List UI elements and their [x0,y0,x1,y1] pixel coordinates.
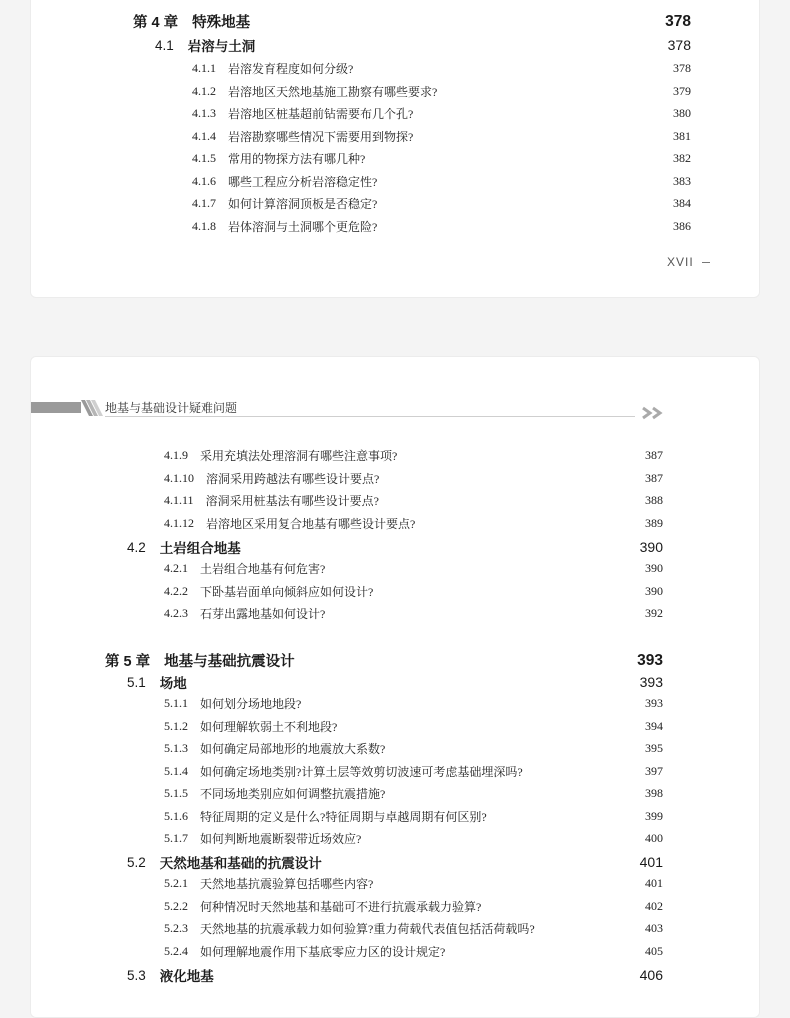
section-page: 406 [639,967,663,983]
section-page: 378 [667,37,691,53]
toc-subsection-row[interactable] [164,785,663,802]
subsection-page: 390 [645,583,663,598]
chapter-page: 393 [637,651,663,669]
subsection-page: 382 [673,151,691,165]
subsection-num: 5.1.1 [164,696,188,710]
subsection-num: 4.1.5 [192,151,216,165]
folio-number: XVII [667,255,694,269]
toc-subsection-row[interactable] [192,150,691,167]
toc-subsection-row[interactable] [192,60,691,77]
toc-subsection-row[interactable] [164,560,663,577]
chapter-number: 第 4 章 [133,15,179,31]
toc-subsection-row[interactable] [164,808,663,825]
subsection-page: 393 [645,696,663,710]
subsection-title: 石芽出露地基如何设计? [200,607,326,621]
page-folio [667,255,710,269]
subsection-page: 398 [645,786,663,800]
toc-subsection-row[interactable] [192,195,691,212]
section-title: 液化地基 [159,969,214,984]
toc-section-5-1[interactable] [127,672,663,692]
toc-subsection-row[interactable] [192,218,691,235]
toc-subsection-row[interactable] [164,943,663,960]
running-head-rule [105,416,635,417]
subsection-title: 岩溶地区采用复合地基有哪些设计要点? [206,516,416,531]
subsection-title: 下卧基岩面单向倾斜应如何设计? [200,584,374,599]
subsection-page: 384 [673,196,691,210]
subsection-page: 388 [645,493,663,507]
subsection-num: 5.2.4 [164,943,188,958]
subsection-num: 4.1.3 [192,106,216,120]
subsection-page: 405 [645,943,663,958]
slash-ornament-icon [81,400,103,416]
subsection-title: 如何判断地震断裂带近场效应? [200,832,362,846]
toc-section-5-2[interactable] [127,852,663,872]
subsection-num: 4.1.10 [164,470,194,485]
toc-subsection-row[interactable] [164,447,663,464]
subsection-title: 哪些工程应分析岩溶稳定性? [228,174,378,189]
section-number: 5.1 [127,674,146,690]
subsection-title: 岩体溶洞与土洞哪个更危险? [228,219,378,234]
chapter-number: 第 5 章 [105,654,151,670]
subsection-num: 4.1.6 [192,173,216,188]
subsection-num: 4.1.7 [192,196,216,210]
subsection-page: 395 [645,741,663,755]
section-page: 390 [639,539,663,555]
toc-subsection-row[interactable] [164,492,663,509]
toc-subsection-row[interactable] [164,470,663,487]
subsection-num: 5.2.3 [164,921,188,935]
toc-page-xvii [30,0,760,298]
subsection-num: 4.1.11 [164,493,194,507]
subsection-num: 5.1.7 [164,831,188,845]
subsection-title: 如何划分场地地段? [200,697,302,711]
subsection-num: 4.2.3 [164,606,188,620]
toc-subsection-row[interactable] [164,605,663,622]
section-title: 天然地基和基础的抗震设计 [159,856,322,871]
subsection-page: 399 [645,808,663,823]
toc-subsection-row[interactable] [164,583,663,600]
subsection-page: 394 [645,718,663,733]
subsection-num: 4.1.8 [192,218,216,233]
section-number: 4.1 [155,37,174,53]
toc-page-continued [30,356,760,1018]
subsection-title: 溶洞采用桩基法有哪些设计要点? [205,494,379,508]
subsection-title: 何种情况时天然地基和基础可不进行抗震承载力验算? [200,899,482,914]
subsection-num: 5.1.5 [164,786,188,800]
subsection-title: 岩溶发育程度如何分级? [228,62,354,76]
toc-section-5-3[interactable] [127,965,663,985]
toc-subsection-row[interactable] [164,515,663,532]
toc-subsection-row[interactable] [192,128,691,145]
chapter-title: 特殊地基 [192,15,251,31]
toc-subsection-row[interactable] [164,898,663,915]
subsection-num: 4.2.1 [164,561,188,575]
toc-subsection-row[interactable] [164,875,663,892]
subsection-title: 溶洞采用跨越法有哪些设计要点? [206,471,380,486]
section-number: 4.2 [127,539,146,555]
subsection-num: 4.2.2 [164,583,188,598]
subsection-title: 采用充填法处理溶洞有哪些注意事项? [200,449,398,463]
section-title: 土岩组合地基 [159,541,241,556]
toc-chapter-4[interactable] [133,11,691,32]
subsection-title: 如何确定场地类别?计算土层等效剪切波速可考虑基础埋深吗? [200,764,523,779]
subsection-title: 岩溶地区天然地基施工勘察有哪些要求? [228,84,438,99]
chapter-page: 378 [665,12,691,30]
subsection-page: 379 [673,83,691,98]
subsection-page: 383 [673,173,691,188]
subsection-title: 如何确定局部地形的地震放大系数? [200,742,386,756]
subsection-num: 4.1.12 [164,515,194,530]
subsection-num: 5.1.3 [164,741,188,755]
subsection-title: 常用的物探方法有哪几种? [228,152,366,166]
toc-subsection-row[interactable] [164,718,663,735]
subsection-page: 387 [645,470,663,485]
subsection-num: 5.1.6 [164,808,188,823]
double-chevron-icon [641,406,665,420]
chapter-title: 地基与基础抗震设计 [164,654,295,670]
section-number: 5.2 [127,854,146,870]
subsection-title: 如何理解地震作用下基底零应力区的设计规定? [200,944,446,959]
subsection-num: 5.2.2 [164,898,188,913]
running-head-title: 地基与基础设计疑难问题 [105,401,238,415]
running-head-bar [31,402,81,413]
subsection-page: 392 [645,606,663,620]
subsection-num: 5.1.2 [164,718,188,733]
subsection-page: 386 [673,218,691,233]
running-head [31,397,691,417]
subsection-page: 403 [645,921,663,935]
section-page: 401 [639,854,663,870]
toc-subsection-row[interactable] [164,763,663,780]
subsection-num: 5.2.1 [164,876,188,890]
subsection-page: 387 [645,448,663,462]
subsection-page: 389 [645,515,663,530]
subsection-page: 381 [673,128,691,143]
subsection-page: 378 [673,61,691,75]
subsection-page: 401 [645,876,663,890]
subsection-page: 400 [645,831,663,845]
section-number: 5.3 [127,967,146,983]
subsection-title: 天然地基抗震验算包括哪些内容? [200,877,374,891]
subsection-page: 390 [645,561,663,575]
subsection-num: 5.1.4 [164,763,188,778]
subsection-title: 特征周期的定义是什么?特征周期与卓越周期有何区别? [200,809,487,824]
toc-subsection-row[interactable] [164,920,663,937]
toc-chapter-5[interactable] [105,650,663,671]
subsection-title: 不同场地类别应如何调整抗震措施? [200,787,386,801]
folio-dash [702,262,710,263]
subsection-page: 397 [645,763,663,778]
section-title: 场地 [159,676,187,691]
subsection-title: 如何计算溶洞顶板是否稳定? [228,197,378,211]
section-page: 393 [639,674,663,690]
toc-subsection-row[interactable] [164,740,663,757]
subsection-title: 土岩组合地基有何危害? [200,562,326,576]
toc-section-4-2[interactable] [127,537,663,557]
subsection-num: 4.1.4 [192,128,216,143]
section-title: 岩溶与土洞 [187,39,256,54]
subsection-title: 如何理解软弱土不利地段? [200,719,338,734]
toc-subsection-row[interactable] [192,173,691,190]
subsection-title: 天然地基的抗震承载力如何验算?重力荷载代表值包括活荷载吗? [200,922,535,936]
toc-section-4-1[interactable] [155,35,691,55]
subsection-num: 4.1.2 [192,83,216,98]
toc-subsection-row[interactable] [164,830,663,847]
subsection-page: 402 [645,898,663,913]
subsection-title: 岩溶勘察哪些情况下需要用到物探? [228,129,414,144]
subsection-num: 4.1.1 [192,61,216,75]
subsection-page: 380 [673,106,691,120]
toc-subsection-row[interactable] [192,83,691,100]
subsection-title: 岩溶地区桩基超前钻需要布几个孔? [228,107,414,121]
subsection-num: 4.1.9 [164,448,188,462]
toc-subsection-row[interactable] [192,105,691,122]
toc-subsection-row[interactable] [164,695,663,712]
